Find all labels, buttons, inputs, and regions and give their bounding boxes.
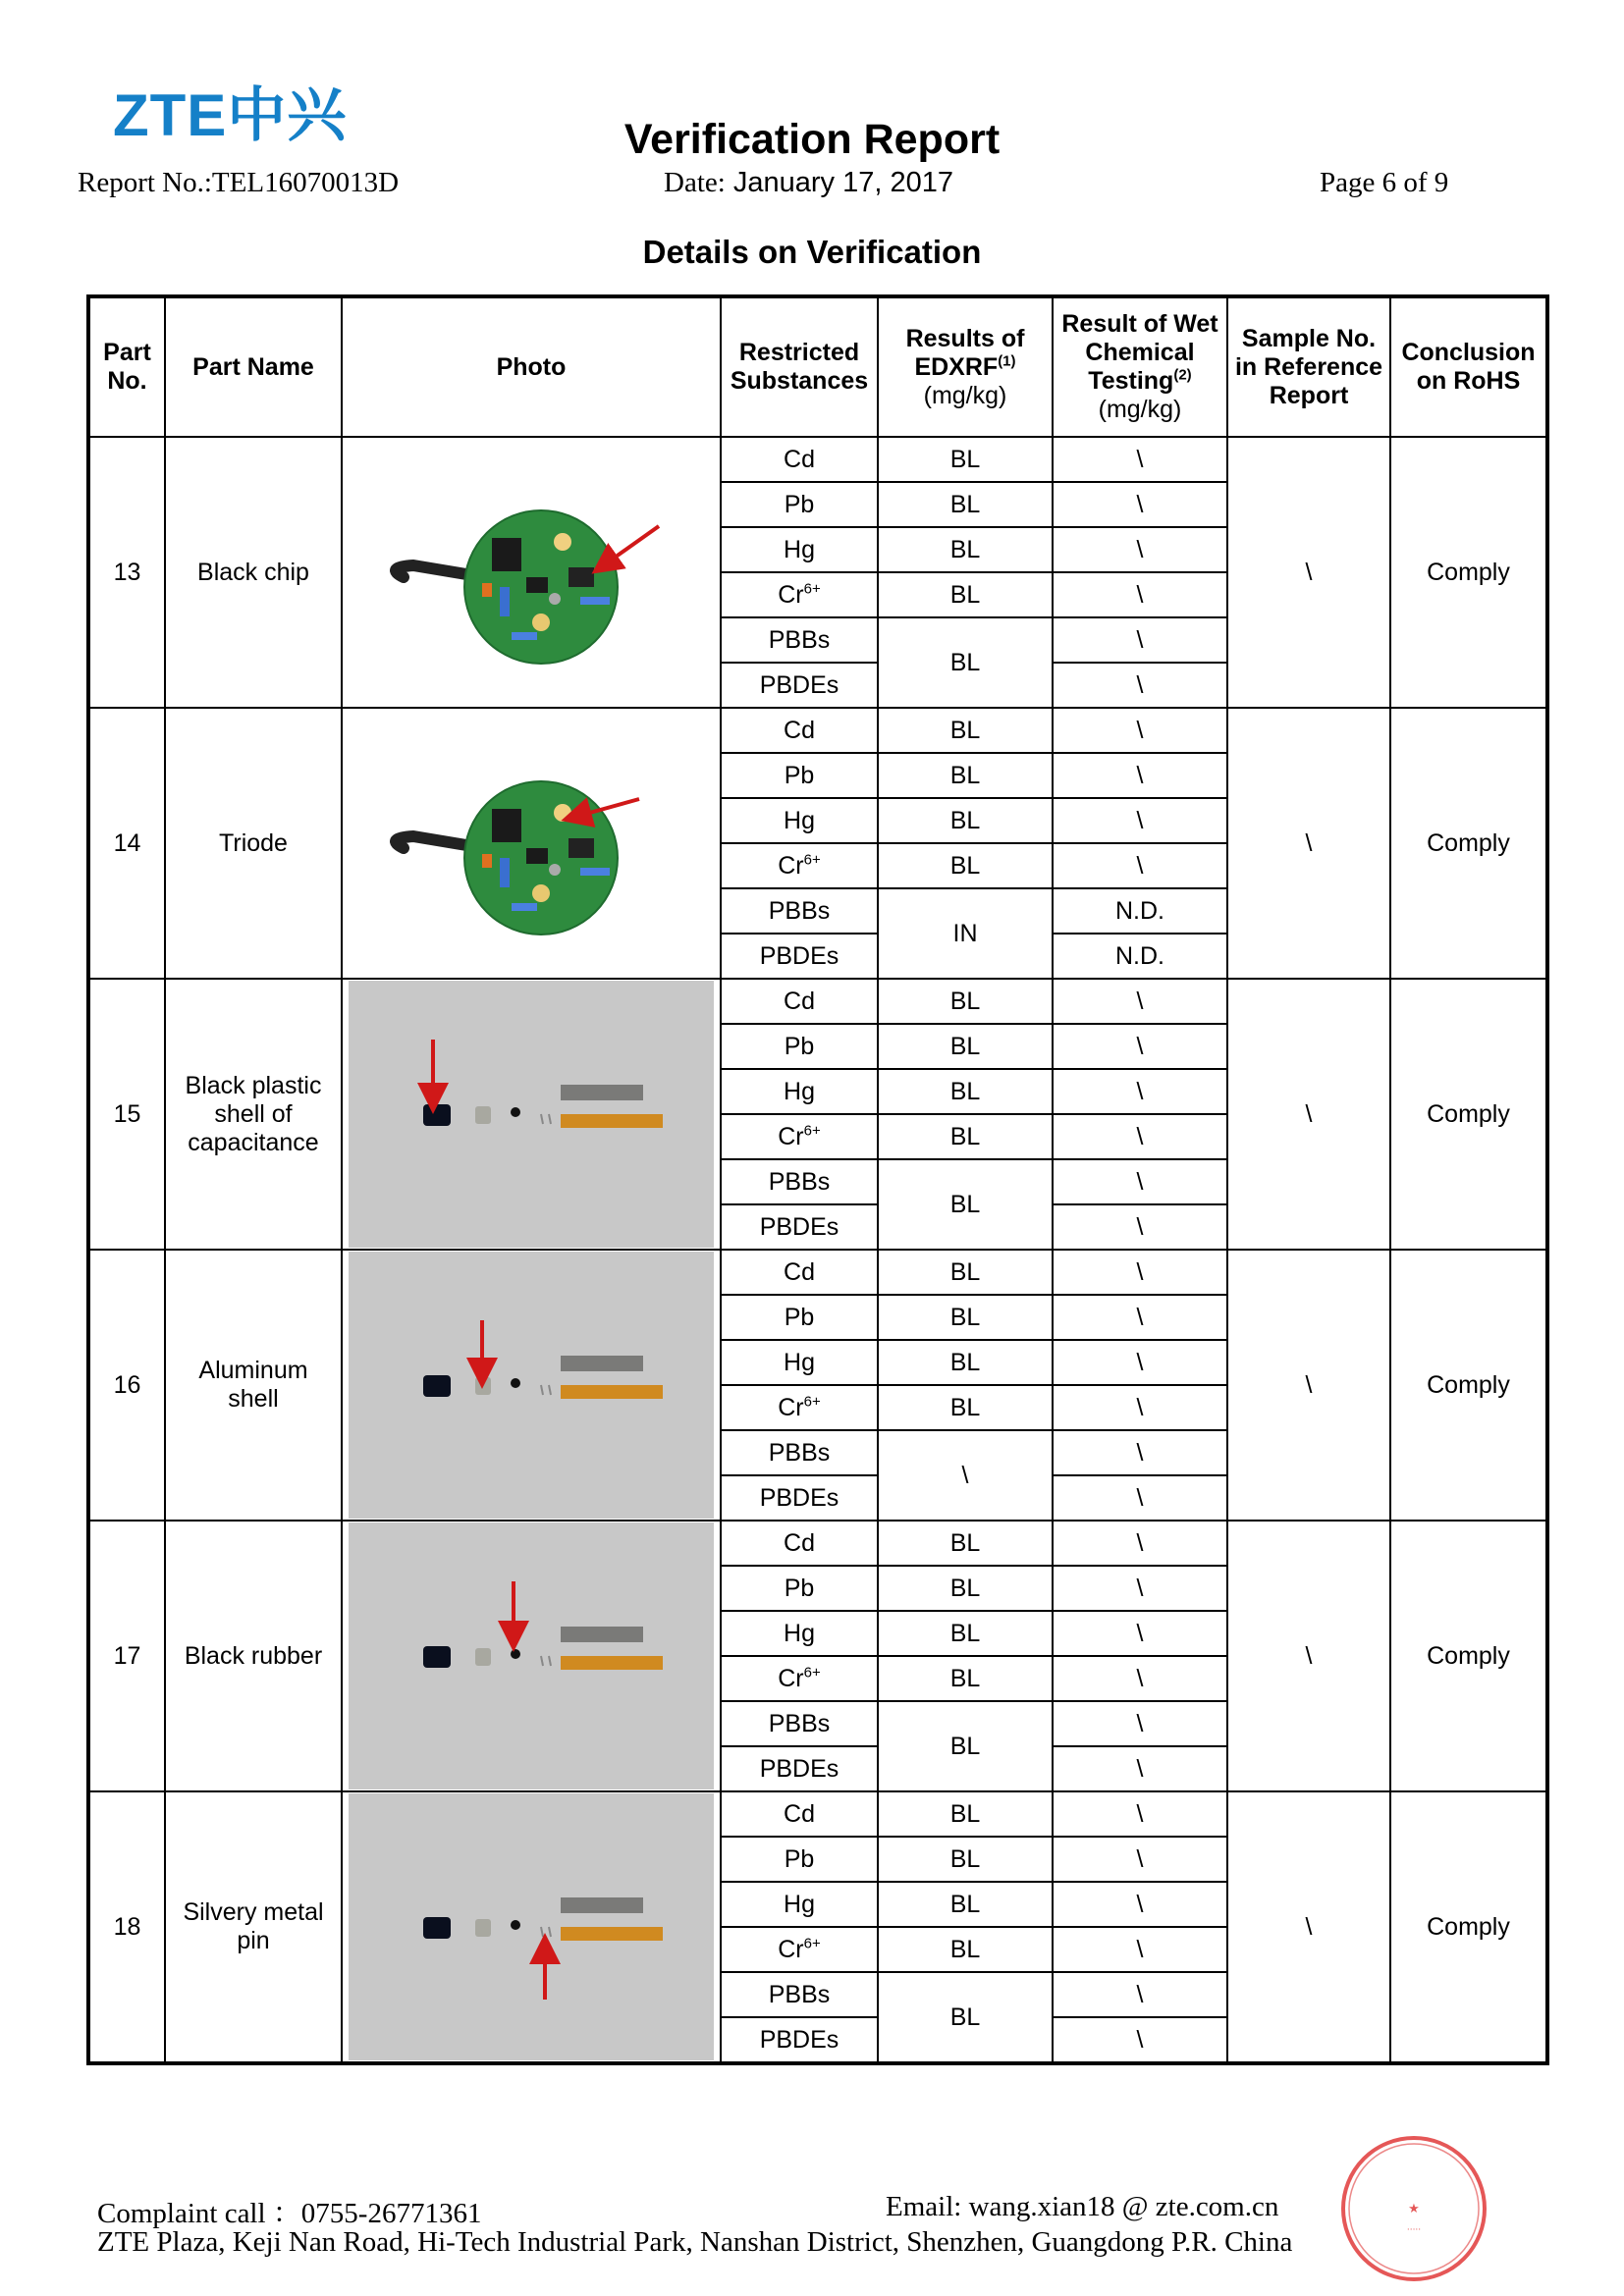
edxrf-result: BL (878, 617, 1053, 708)
company-seal (1335, 2130, 1492, 2287)
substance-sup: 6+ (803, 1122, 821, 1140)
components-photo (349, 1793, 714, 2060)
table-row (88, 1521, 1547, 1566)
substance-cell (721, 1069, 878, 1114)
verification-table (86, 294, 1549, 2065)
header-wet-line3: Testing (1088, 367, 1174, 395)
wet-result: \ (1053, 843, 1227, 888)
part-photo (342, 1791, 721, 2063)
edxrf-result: BL (878, 753, 1053, 798)
substance-cell (721, 753, 878, 798)
header-edxrf-sup: (1) (998, 352, 1016, 370)
substance-cell (721, 527, 878, 572)
wet-result: \ (1053, 1566, 1227, 1611)
substance-cell (721, 617, 878, 663)
substance-cell (721, 1475, 878, 1521)
sample-no-cell: \ (1227, 1791, 1390, 2063)
substance-cell (721, 979, 878, 1024)
part-no-cell: 15 (88, 979, 165, 1250)
edxrf-result: BL (878, 1656, 1053, 1701)
wet-result: \ (1053, 1927, 1227, 1972)
edxrf-result: BL (878, 1114, 1053, 1159)
wet-result: \ (1053, 572, 1227, 617)
wet-result: \ (1053, 753, 1227, 798)
substance-cell (721, 663, 878, 708)
substance-name: PBDEs (759, 2025, 839, 2054)
sample-no-cell: \ (1227, 979, 1390, 1250)
part-name-cell: Black plastic shell of capacitance (165, 979, 342, 1250)
wet-result: \ (1053, 2017, 1227, 2063)
edxrf-result: BL (878, 1882, 1053, 1927)
substance-cell (721, 1159, 878, 1204)
wet-result: \ (1053, 1611, 1227, 1656)
substance-sup: 6+ (803, 1393, 821, 1411)
edxrf-result: BL (878, 1791, 1053, 1837)
header-wet-line2: Chemical (1085, 339, 1195, 366)
table-row (88, 979, 1547, 1024)
header-wet (1053, 296, 1227, 437)
conclusion-cell: Comply (1390, 1791, 1547, 2063)
part-photo (342, 708, 721, 979)
components-photo (349, 981, 714, 1248)
part-no-cell: 17 (88, 1521, 165, 1791)
substance-name: Cd (784, 987, 815, 1015)
edxrf-result: BL (878, 1701, 1053, 1791)
header-wet-line1: Result of Wet (1061, 310, 1218, 338)
substance-cell (721, 1024, 878, 1069)
substance-sup: 6+ (803, 1664, 821, 1682)
edxrf-result: IN (878, 888, 1053, 979)
zte-logo: ZTE中兴 (113, 82, 348, 148)
part-name-cell: Silvery metal pin (165, 1791, 342, 2063)
part-name-cell: Black rubber (165, 1521, 342, 1791)
header-conclusion: Conclusion on RoHS (1390, 296, 1547, 437)
part-photo (342, 979, 721, 1250)
edxrf-result: BL (878, 1340, 1053, 1385)
substance-name: Pb (784, 1032, 815, 1060)
edxrf-result: BL (878, 1295, 1053, 1340)
conclusion-cell: Comply (1390, 437, 1547, 708)
sample-no-cell: \ (1227, 437, 1390, 708)
substance-cell (721, 1250, 878, 1295)
substance-name: PBBs (768, 1980, 831, 2008)
part-photo (342, 1521, 721, 1791)
report-number: Report No.:TEL16070013D (78, 167, 400, 198)
edxrf-result: BL (878, 1927, 1053, 1972)
wet-result: \ (1053, 1250, 1227, 1295)
substance-cell (721, 1430, 878, 1475)
report-title: Verification Report (623, 116, 1001, 163)
components-photo (349, 1522, 714, 1789)
table-row (88, 708, 1547, 753)
substance-cell (721, 1204, 878, 1250)
wet-result: \ (1053, 1791, 1227, 1837)
part-no-cell: 18 (88, 1791, 165, 2063)
header-edxrf (878, 296, 1053, 437)
wet-result: \ (1053, 1521, 1227, 1566)
header-edxrf-line2: EDXRF (914, 352, 999, 381)
substance-cell (721, 1611, 878, 1656)
substance-name: Hg (784, 806, 815, 834)
edxrf-result: BL (878, 979, 1053, 1024)
substance-name: Cd (784, 1799, 815, 1828)
edxrf-result: BL (878, 527, 1053, 572)
report-date (664, 167, 953, 199)
page-number: Page 6 of 9 (1320, 167, 1449, 198)
edxrf-result: BL (878, 1611, 1053, 1656)
header-photo: Photo (342, 296, 721, 437)
substance-cell (721, 1791, 878, 1837)
part-no-cell: 14 (88, 708, 165, 979)
sample-no-cell: \ (1227, 1250, 1390, 1521)
sample-no-cell: \ (1227, 708, 1390, 979)
substance-cell (721, 708, 878, 753)
wet-result: \ (1053, 1069, 1227, 1114)
conclusion-cell: Comply (1390, 708, 1547, 979)
pcb-photo (345, 711, 718, 976)
wet-result: \ (1053, 979, 1227, 1024)
part-photo (342, 437, 721, 708)
substance-cell (721, 482, 878, 527)
substance-cell (721, 1385, 878, 1430)
substance-name: Cd (784, 1528, 815, 1557)
wet-result: \ (1053, 1430, 1227, 1475)
conclusion-cell: Comply (1390, 979, 1547, 1250)
substance-cell (721, 934, 878, 979)
components-photo (349, 1252, 714, 1519)
header-wet-sup: (2) (1173, 366, 1192, 384)
edxrf-result: BL (878, 1566, 1053, 1611)
substance-cell (721, 888, 878, 934)
header-edxrf-line1: Results of (905, 324, 1025, 352)
part-name-cell: Triode (165, 708, 342, 979)
part-name-cell: Black chip (165, 437, 342, 708)
date-label: Date: (664, 167, 726, 198)
wet-result: \ (1053, 1837, 1227, 1882)
substance-name: Cr (778, 1664, 804, 1692)
substance-name: Pb (784, 490, 815, 518)
substance-name: Hg (784, 535, 815, 563)
sample-no-cell: \ (1227, 1521, 1390, 1791)
substance-cell (721, 1837, 878, 1882)
date-value: January 17, 2017 (732, 167, 953, 198)
svg-text:·····: ····· (1406, 2225, 1422, 2235)
substance-sup: 6+ (803, 851, 821, 869)
wet-result: \ (1053, 527, 1227, 572)
pcb-photo (345, 440, 718, 705)
edxrf-result: BL (878, 843, 1053, 888)
substance-cell (721, 1566, 878, 1611)
table-row (88, 1250, 1547, 1295)
wet-result: \ (1053, 1746, 1227, 1791)
header-part-name: Part Name (165, 296, 342, 437)
substance-cell (721, 1340, 878, 1385)
wet-result: \ (1053, 1340, 1227, 1385)
wet-result: \ (1053, 1972, 1227, 2017)
table-header-row (88, 296, 1547, 437)
wet-result: N.D. (1053, 888, 1227, 934)
wet-result: N.D. (1053, 934, 1227, 979)
wet-result: \ (1053, 663, 1227, 708)
part-name-cell: Aluminum shell (165, 1250, 342, 1521)
substance-cell (721, 2017, 878, 2063)
substance-name: Cd (784, 1257, 815, 1286)
substance-cell (721, 1972, 878, 2017)
wet-result: \ (1053, 1385, 1227, 1430)
wet-result: \ (1053, 1295, 1227, 1340)
substance-cell (721, 1295, 878, 1340)
edxrf-result: \ (878, 1430, 1053, 1521)
contact-email: Email: wang.xian18 @ zte.com.cn (886, 2191, 1279, 2222)
substance-name: Pb (784, 1574, 815, 1602)
substance-name: PBBs (768, 625, 831, 654)
wet-result: \ (1053, 1475, 1227, 1521)
substance-cell (721, 1746, 878, 1791)
edxrf-result: BL (878, 572, 1053, 617)
substance-name: PBBs (768, 1438, 831, 1467)
substance-name: PBDEs (759, 670, 839, 699)
header-part-no: Part No. (88, 296, 165, 437)
substance-cell (721, 1927, 878, 1972)
edxrf-result: BL (878, 1159, 1053, 1250)
substance-name: PBDEs (759, 1212, 839, 1241)
substance-name: Cd (784, 716, 815, 744)
edxrf-result: BL (878, 1837, 1053, 1882)
substance-name: Hg (784, 1890, 815, 1918)
substance-name: Cd (784, 445, 815, 473)
edxrf-result: BL (878, 1972, 1053, 2063)
substance-name: Cr (778, 1122, 804, 1150)
substance-name: Cr (778, 1393, 804, 1421)
wet-result: \ (1053, 1656, 1227, 1701)
wet-result: \ (1053, 617, 1227, 663)
substance-name: Pb (784, 1844, 815, 1873)
substance-name: PBBs (768, 1167, 831, 1196)
substance-name: Hg (784, 1619, 815, 1647)
wet-result: \ (1053, 1024, 1227, 1069)
wet-result: \ (1053, 708, 1227, 753)
substance-cell (721, 572, 878, 617)
substance-cell (721, 798, 878, 843)
substance-sup: 6+ (803, 1935, 821, 1952)
company-address: ZTE Plaza, Keji Nan Road, Hi-Tech Industrial Park, Nanshan District, Shenzhen, Guangdong P.R. China (97, 2226, 1293, 2258)
wet-result: \ (1053, 1204, 1227, 1250)
edxrf-result: BL (878, 798, 1053, 843)
substance-sup: 6+ (803, 580, 821, 598)
part-photo (342, 1250, 721, 1521)
substance-cell (721, 1701, 878, 1746)
wet-result: \ (1053, 1701, 1227, 1746)
part-no-cell: 13 (88, 437, 165, 708)
substance-cell (721, 1521, 878, 1566)
substance-name: PBDEs (759, 1754, 839, 1783)
edxrf-result: BL (878, 1069, 1053, 1114)
substance-name: PBDEs (759, 1483, 839, 1512)
header-restricted: Restricted Substances (721, 296, 878, 437)
wet-result: \ (1053, 1159, 1227, 1204)
wet-result: \ (1053, 1882, 1227, 1927)
wet-result: \ (1053, 1114, 1227, 1159)
wet-result: \ (1053, 482, 1227, 527)
wet-result: \ (1053, 798, 1227, 843)
substance-cell (721, 1882, 878, 1927)
substance-name: PBDEs (759, 941, 839, 970)
part-no-cell: 16 (88, 1250, 165, 1521)
section-title: Details on Verification (642, 234, 982, 270)
edxrf-result: BL (878, 1521, 1053, 1566)
substance-cell (721, 1656, 878, 1701)
table-row (88, 1791, 1547, 1837)
substance-name: Pb (784, 761, 815, 789)
conclusion-cell: Comply (1390, 1250, 1547, 1521)
substance-name: Cr (778, 580, 804, 609)
edxrf-result: BL (878, 1250, 1053, 1295)
edxrf-result: BL (878, 1385, 1053, 1430)
substance-name: Hg (784, 1348, 815, 1376)
substance-name: PBBs (768, 896, 831, 925)
substance-cell (721, 437, 878, 482)
header-sample: Sample No. in Reference Report (1227, 296, 1390, 437)
substance-name: Cr (778, 1935, 804, 1963)
header-edxrf-unit: (mg/kg) (923, 381, 1007, 409)
substance-name: PBBs (768, 1709, 831, 1737)
edxrf-result: BL (878, 708, 1053, 753)
edxrf-result: BL (878, 437, 1053, 482)
table-row (88, 437, 1547, 482)
conclusion-cell: Comply (1390, 1521, 1547, 1791)
edxrf-result: BL (878, 1024, 1053, 1069)
substance-name: Cr (778, 851, 804, 880)
substance-cell (721, 1114, 878, 1159)
svg-text:★: ★ (1408, 2202, 1420, 2216)
complaint-call: Complaint call ：0755-26771361 (97, 2198, 482, 2229)
substance-name: Pb (784, 1303, 815, 1331)
substance-name: Hg (784, 1077, 815, 1105)
wet-result: \ (1053, 437, 1227, 482)
substance-cell (721, 843, 878, 888)
header-wet-unit: (mg/kg) (1098, 396, 1182, 423)
edxrf-result: BL (878, 482, 1053, 527)
